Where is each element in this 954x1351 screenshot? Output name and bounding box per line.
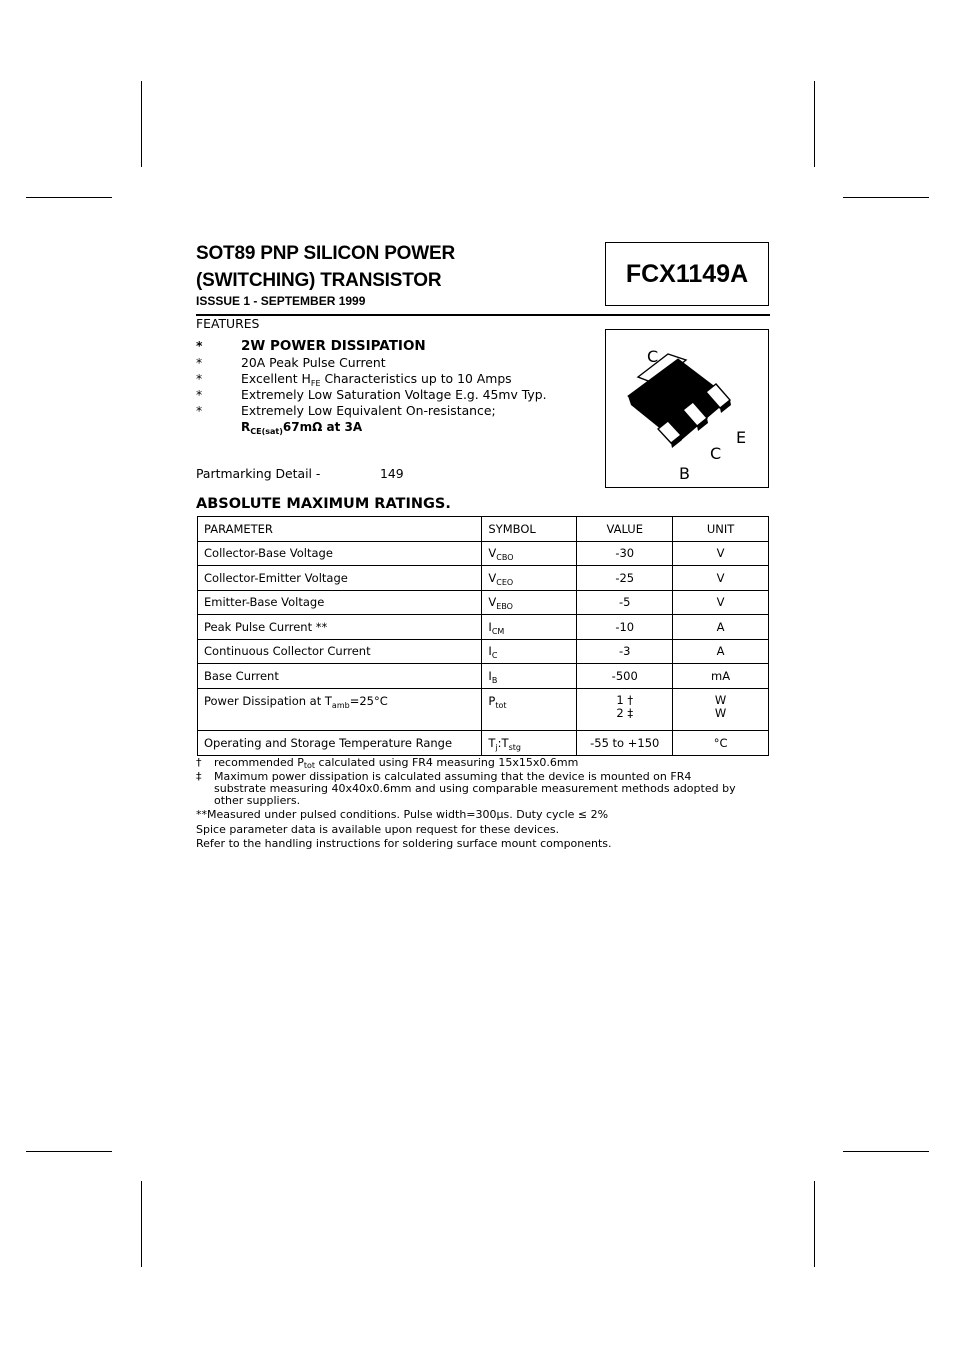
value-cell: -3 (577, 639, 673, 664)
footnote-double-dagger: ‡ Maximum power dissipation is calculated assuming that the device is mounted on FR4 substrate measuring 40x40x0.6mm and using comparable measurement methods adopted by other suppliers. (196, 770, 736, 807)
unit-cell: W W (673, 688, 769, 730)
symbol-cell: $I_B$ (482, 664, 577, 689)
feature-text: Extremely Low Equivalent On-resistance; (241, 403, 496, 418)
feature-text: 20A Peak Pulse Current (241, 355, 386, 370)
feature-item (196, 355, 596, 371)
pin-label-b: B (679, 464, 690, 483)
crop-mark (26, 1151, 112, 1152)
bullet: * (196, 387, 203, 402)
symbol-cell: $V_{EBO}$ (482, 590, 577, 615)
note-handling: Refer to the handling instructions for soldering surface mount components. (196, 837, 612, 850)
crop-mark (814, 1181, 815, 1267)
column-header: SYMBOL (482, 517, 577, 542)
table-row-temperature (198, 730, 769, 755)
feature-text: Excellent $H_{FE}$ Characteristics up to 10 Amps (241, 371, 512, 388)
crop-mark (141, 81, 142, 167)
symbol-cell: $I_{CM}$ (482, 615, 577, 640)
header-rule (196, 314, 770, 316)
footnote-dagger: † recommended $P_{tot}$ calculated using FR4 measuring 15x15x0.6mm (196, 756, 579, 770)
symbol-cell: $V_{CEO}$ (482, 566, 577, 591)
feature-item (196, 403, 596, 419)
unit-cell: A (673, 615, 769, 640)
value-cell: 1 † 2 ‡ (577, 688, 673, 730)
value-cell: -500 (577, 664, 673, 689)
issue-line: ISSSUE 1 - SEPTEMBER 1999 (196, 294, 366, 308)
symbol-cell: $V_{CBO}$ (482, 541, 577, 566)
value-cell: -25 (577, 566, 673, 591)
pin-label-e: E (736, 428, 747, 447)
note-spice: Spice parameter data is available upon request for these devices. (196, 823, 560, 836)
part-number: FCX1149A (625, 259, 749, 288)
features-heading: FEATURES (196, 316, 260, 331)
bullet: * (196, 338, 203, 353)
table-row-power (198, 688, 769, 730)
value-cell: -5 (577, 590, 673, 615)
table-row (198, 541, 769, 566)
parameter-cell: Power Dissipation at $T_{amb}=25^\circ C$ (198, 688, 482, 730)
ratings-heading: ABSOLUTE MAXIMUM RATINGS. (196, 496, 451, 512)
title-line-2: (SWITCHING) TRANSISTOR (196, 270, 442, 291)
package-diagram-box (605, 329, 769, 488)
ratings-table (197, 516, 769, 756)
parameter-cell: Emitter-Base Voltage (198, 590, 482, 615)
crop-mark (843, 1151, 929, 1152)
unit-cell: V (673, 541, 769, 566)
footnote-pulse: **Measured under pulsed conditions. Pulse width=300µs. Duty cycle ≤ 2% (196, 808, 609, 821)
bullet: * (196, 355, 203, 370)
value-cell: -10 (577, 615, 673, 640)
parameter-cell: Operating and Storage Temperature Range (198, 730, 482, 755)
table-row (198, 566, 769, 591)
part-number-box (605, 242, 769, 306)
page-title (196, 240, 455, 294)
crop-mark (843, 197, 929, 198)
parameter-cell: Collector-Emitter Voltage (198, 566, 482, 591)
bullet: * (196, 371, 203, 386)
feature-item (196, 387, 596, 403)
table-row (198, 664, 769, 689)
feature-item (196, 338, 596, 355)
rce-value: $R_{CE(sat)}67m\Omega$ at 3A (241, 420, 363, 436)
feature-text: 2W POWER DISSIPATION (241, 338, 426, 354)
pin-label-c: C (710, 444, 722, 463)
column-header: UNIT (673, 517, 769, 542)
value-cell: -55 to +150 (577, 730, 673, 755)
features-list (196, 338, 596, 435)
feature-text: Extremely Low Saturation Voltage E.g. 45mv Typ. (241, 387, 547, 402)
bullet: * (196, 403, 203, 418)
parameter-cell: Collector-Base Voltage (198, 541, 482, 566)
table-row (198, 590, 769, 615)
unit-cell: V (673, 590, 769, 615)
column-header: PARAMETER (198, 517, 482, 542)
feature-item (196, 371, 596, 387)
partmarking-label: Partmarking Detail - (196, 466, 321, 481)
symbol-cell: $T_j:T_{stg}$ (482, 730, 577, 755)
unit-cell: A (673, 639, 769, 664)
unit-cell: V (673, 566, 769, 591)
footnotes (196, 757, 766, 850)
column-header: VALUE (577, 517, 673, 542)
parameter-cell: Continuous Collector Current (198, 639, 482, 664)
symbol-cell: $I_C$ (482, 639, 577, 664)
table-row (198, 639, 769, 664)
feature-item-rce (196, 419, 596, 435)
title-line-1: SOT89 PNP SILICON POWER (196, 243, 455, 264)
crop-mark (26, 197, 112, 198)
parameter-cell: Base Current (198, 664, 482, 689)
pin-label-top-c: C (647, 347, 659, 366)
unit-cell: °C (673, 730, 769, 755)
symbol-cell: $P_{tot}$ (482, 688, 577, 730)
crop-mark (814, 81, 815, 167)
value-cell: -30 (577, 541, 673, 566)
table-header-row (198, 517, 769, 542)
unit-cell: mA (673, 664, 769, 689)
crop-mark (141, 1181, 142, 1267)
parameter-cell: Peak Pulse Current ** (198, 615, 482, 640)
table-row (198, 615, 769, 640)
partmarking-value: 149 (380, 466, 404, 481)
